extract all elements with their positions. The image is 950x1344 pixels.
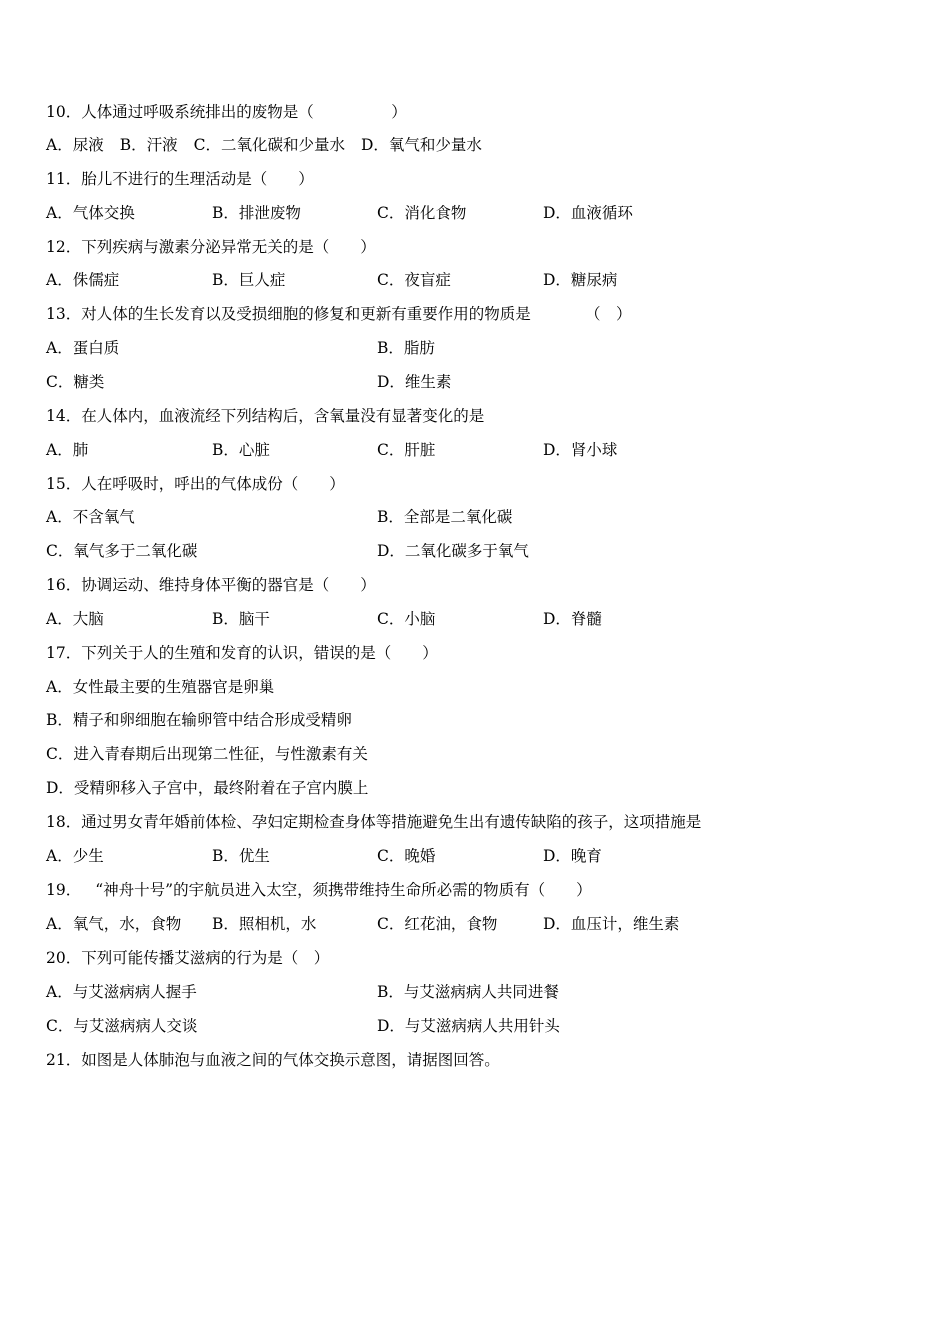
question-14-stem (46, 404, 906, 428)
question-16-stem (46, 573, 906, 597)
option-b[interactable]: B．优生 (212, 847, 270, 865)
question-21-stem (46, 1048, 906, 1072)
option-b[interactable]: B．脑干 (212, 610, 270, 628)
question-number: 19． (46, 881, 82, 899)
option-b[interactable]: B．汗液 (119, 136, 178, 154)
question-text: 下列关于人的生殖和发育的认识，错误的是（ ） (81, 644, 438, 662)
option-b[interactable]: B．心脏 (212, 441, 270, 459)
question-13-options-row1 (46, 336, 906, 360)
option-c[interactable]: C．消化食物 (377, 204, 467, 222)
option-b[interactable]: B．精子和卵细胞在输卵管中结合形成受精卵 (46, 711, 352, 729)
option-a[interactable]: A．侏儒症 (46, 271, 120, 289)
option-b[interactable]: B．排泄废物 (212, 204, 301, 222)
question-15-options-row1 (46, 505, 906, 529)
option-c[interactable]: C．进入青春期后出现第二性征，与性激素有关 (46, 745, 368, 763)
question-18-options (46, 844, 906, 868)
question-text: 胎儿不进行的生理活动是（ ） (81, 170, 314, 188)
question-19-stem (46, 878, 906, 902)
option-b[interactable]: B．全部是二氧化碳 (377, 508, 513, 526)
question-17-option-c-row (46, 742, 906, 766)
option-a[interactable]: A．大脑 (46, 610, 104, 628)
option-c[interactable]: C．晚婚 (377, 847, 436, 865)
question-15-options-row2 (46, 539, 906, 563)
question-20-options-row1 (46, 980, 906, 1004)
option-d[interactable]: D．糖尿病 (543, 271, 618, 289)
option-c[interactable]: C．肝脏 (377, 441, 436, 459)
option-a[interactable]: A．气体交换 (46, 204, 135, 222)
question-17-stem (46, 641, 906, 665)
question-number: 13． (46, 305, 82, 323)
option-b[interactable]: B．与艾滋病病人共同进餐 (377, 983, 559, 1001)
option-d[interactable]: D．二氧化碳多于氧气 (377, 542, 529, 560)
question-number: 15． (46, 475, 82, 493)
question-20-options-row2 (46, 1014, 906, 1038)
option-c[interactable]: C．小脑 (377, 610, 436, 628)
option-a[interactable]: A．肺 (46, 441, 89, 459)
option-d[interactable]: D．与艾滋病病人共用针头 (377, 1017, 560, 1035)
question-text: 人在呼吸时，呼出的气体成份（ ） (81, 475, 345, 493)
question-12-stem (46, 235, 906, 259)
option-c[interactable]: C．二氧化碳和少量水 (193, 136, 345, 154)
question-17-option-b-row (46, 708, 906, 732)
question-number: 16． (46, 576, 82, 594)
question-12-options (46, 268, 906, 292)
question-number: 12． (46, 238, 82, 256)
question-10-options (46, 133, 906, 157)
question-text: 在人体内，血液流经下列结构后，含氧量没有显著变化的是 (81, 407, 485, 425)
option-c[interactable]: C．红花油，食物 (377, 915, 498, 933)
option-c[interactable]: C．夜盲症 (377, 271, 451, 289)
question-text: 协调运动、维持身体平衡的器官是（ ） (81, 576, 376, 594)
option-d[interactable]: D．受精卵移入子宫中，最终附着在子宫内膜上 (46, 779, 369, 797)
question-17-option-a-row (46, 675, 906, 699)
question-number: 20． (46, 949, 82, 967)
question-number: 18． (46, 813, 82, 831)
option-a[interactable]: A．蛋白质 (46, 339, 120, 357)
question-number: 17． (46, 644, 82, 662)
option-a[interactable]: A．少生 (46, 847, 104, 865)
question-16-options (46, 607, 906, 631)
question-13-stem (46, 302, 906, 326)
question-number: 10． (46, 103, 82, 121)
option-b[interactable]: B．脂肪 (377, 339, 435, 357)
option-c[interactable]: C．糖类 (46, 373, 105, 391)
option-c[interactable]: C．氧气多于二氧化碳 (46, 542, 198, 560)
question-number: 14． (46, 407, 82, 425)
option-a[interactable]: A．女性最主要的生殖器官是卵巢 (46, 678, 275, 696)
option-d[interactable]: D．晚育 (543, 847, 602, 865)
question-18-stem (46, 810, 906, 834)
option-a[interactable]: A．氧气，水，食物 (46, 915, 182, 933)
question-20-stem (46, 946, 906, 970)
option-c[interactable]: C．与艾滋病病人交谈 (46, 1017, 198, 1035)
question-number: 11． (46, 170, 82, 188)
question-14-options (46, 438, 906, 462)
question-number: 21． (46, 1051, 82, 1069)
question-15-stem (46, 472, 906, 496)
option-d[interactable]: D．维生素 (377, 373, 452, 391)
option-d[interactable]: D．氧气和少量水 (360, 136, 482, 154)
question-text: 人体通过呼吸系统排出的废物是（ ） (81, 103, 407, 121)
option-d[interactable]: D．肾小球 (543, 441, 618, 459)
option-a[interactable]: A．与艾滋病病人握手 (46, 983, 197, 1001)
question-17-option-d-row (46, 776, 906, 800)
option-d[interactable]: D．脊髓 (543, 610, 602, 628)
question-text: 对人体的生长发育以及受损细胞的修复和更新有重要作用的物质是 （ ） (81, 305, 632, 323)
question-text: 下列可能传播艾滋病的行为是（ ） (81, 949, 330, 967)
question-text: “神舟十号”的宇航员进入太空，须携带维持生命所必需的物质有（ ） (95, 881, 592, 899)
question-19-options (46, 912, 906, 936)
option-b[interactable]: B．照相机，水 (212, 915, 317, 933)
option-a[interactable]: A．不含氧气 (46, 508, 135, 526)
option-d[interactable]: D．血压计，维生素 (543, 915, 680, 933)
option-d[interactable]: D．血液循环 (543, 204, 633, 222)
question-text: 下列疾病与激素分泌异常无关的是（ ） (81, 238, 376, 256)
option-b[interactable]: B．巨人症 (212, 271, 286, 289)
question-text: 通过男女青年婚前体检、孕妇定期检查身体等措施避免生出有遗传缺陷的孩子，这项措施是 (81, 813, 702, 831)
question-11-options (46, 201, 906, 225)
question-13-options-row2 (46, 370, 906, 394)
question-text: 如图是人体肺泡与血液之间的气体交换示意图，请据图回答。 (81, 1051, 500, 1069)
question-11-stem (46, 167, 906, 191)
question-10-stem (46, 100, 906, 124)
option-a[interactable]: A．尿液 (46, 136, 104, 154)
